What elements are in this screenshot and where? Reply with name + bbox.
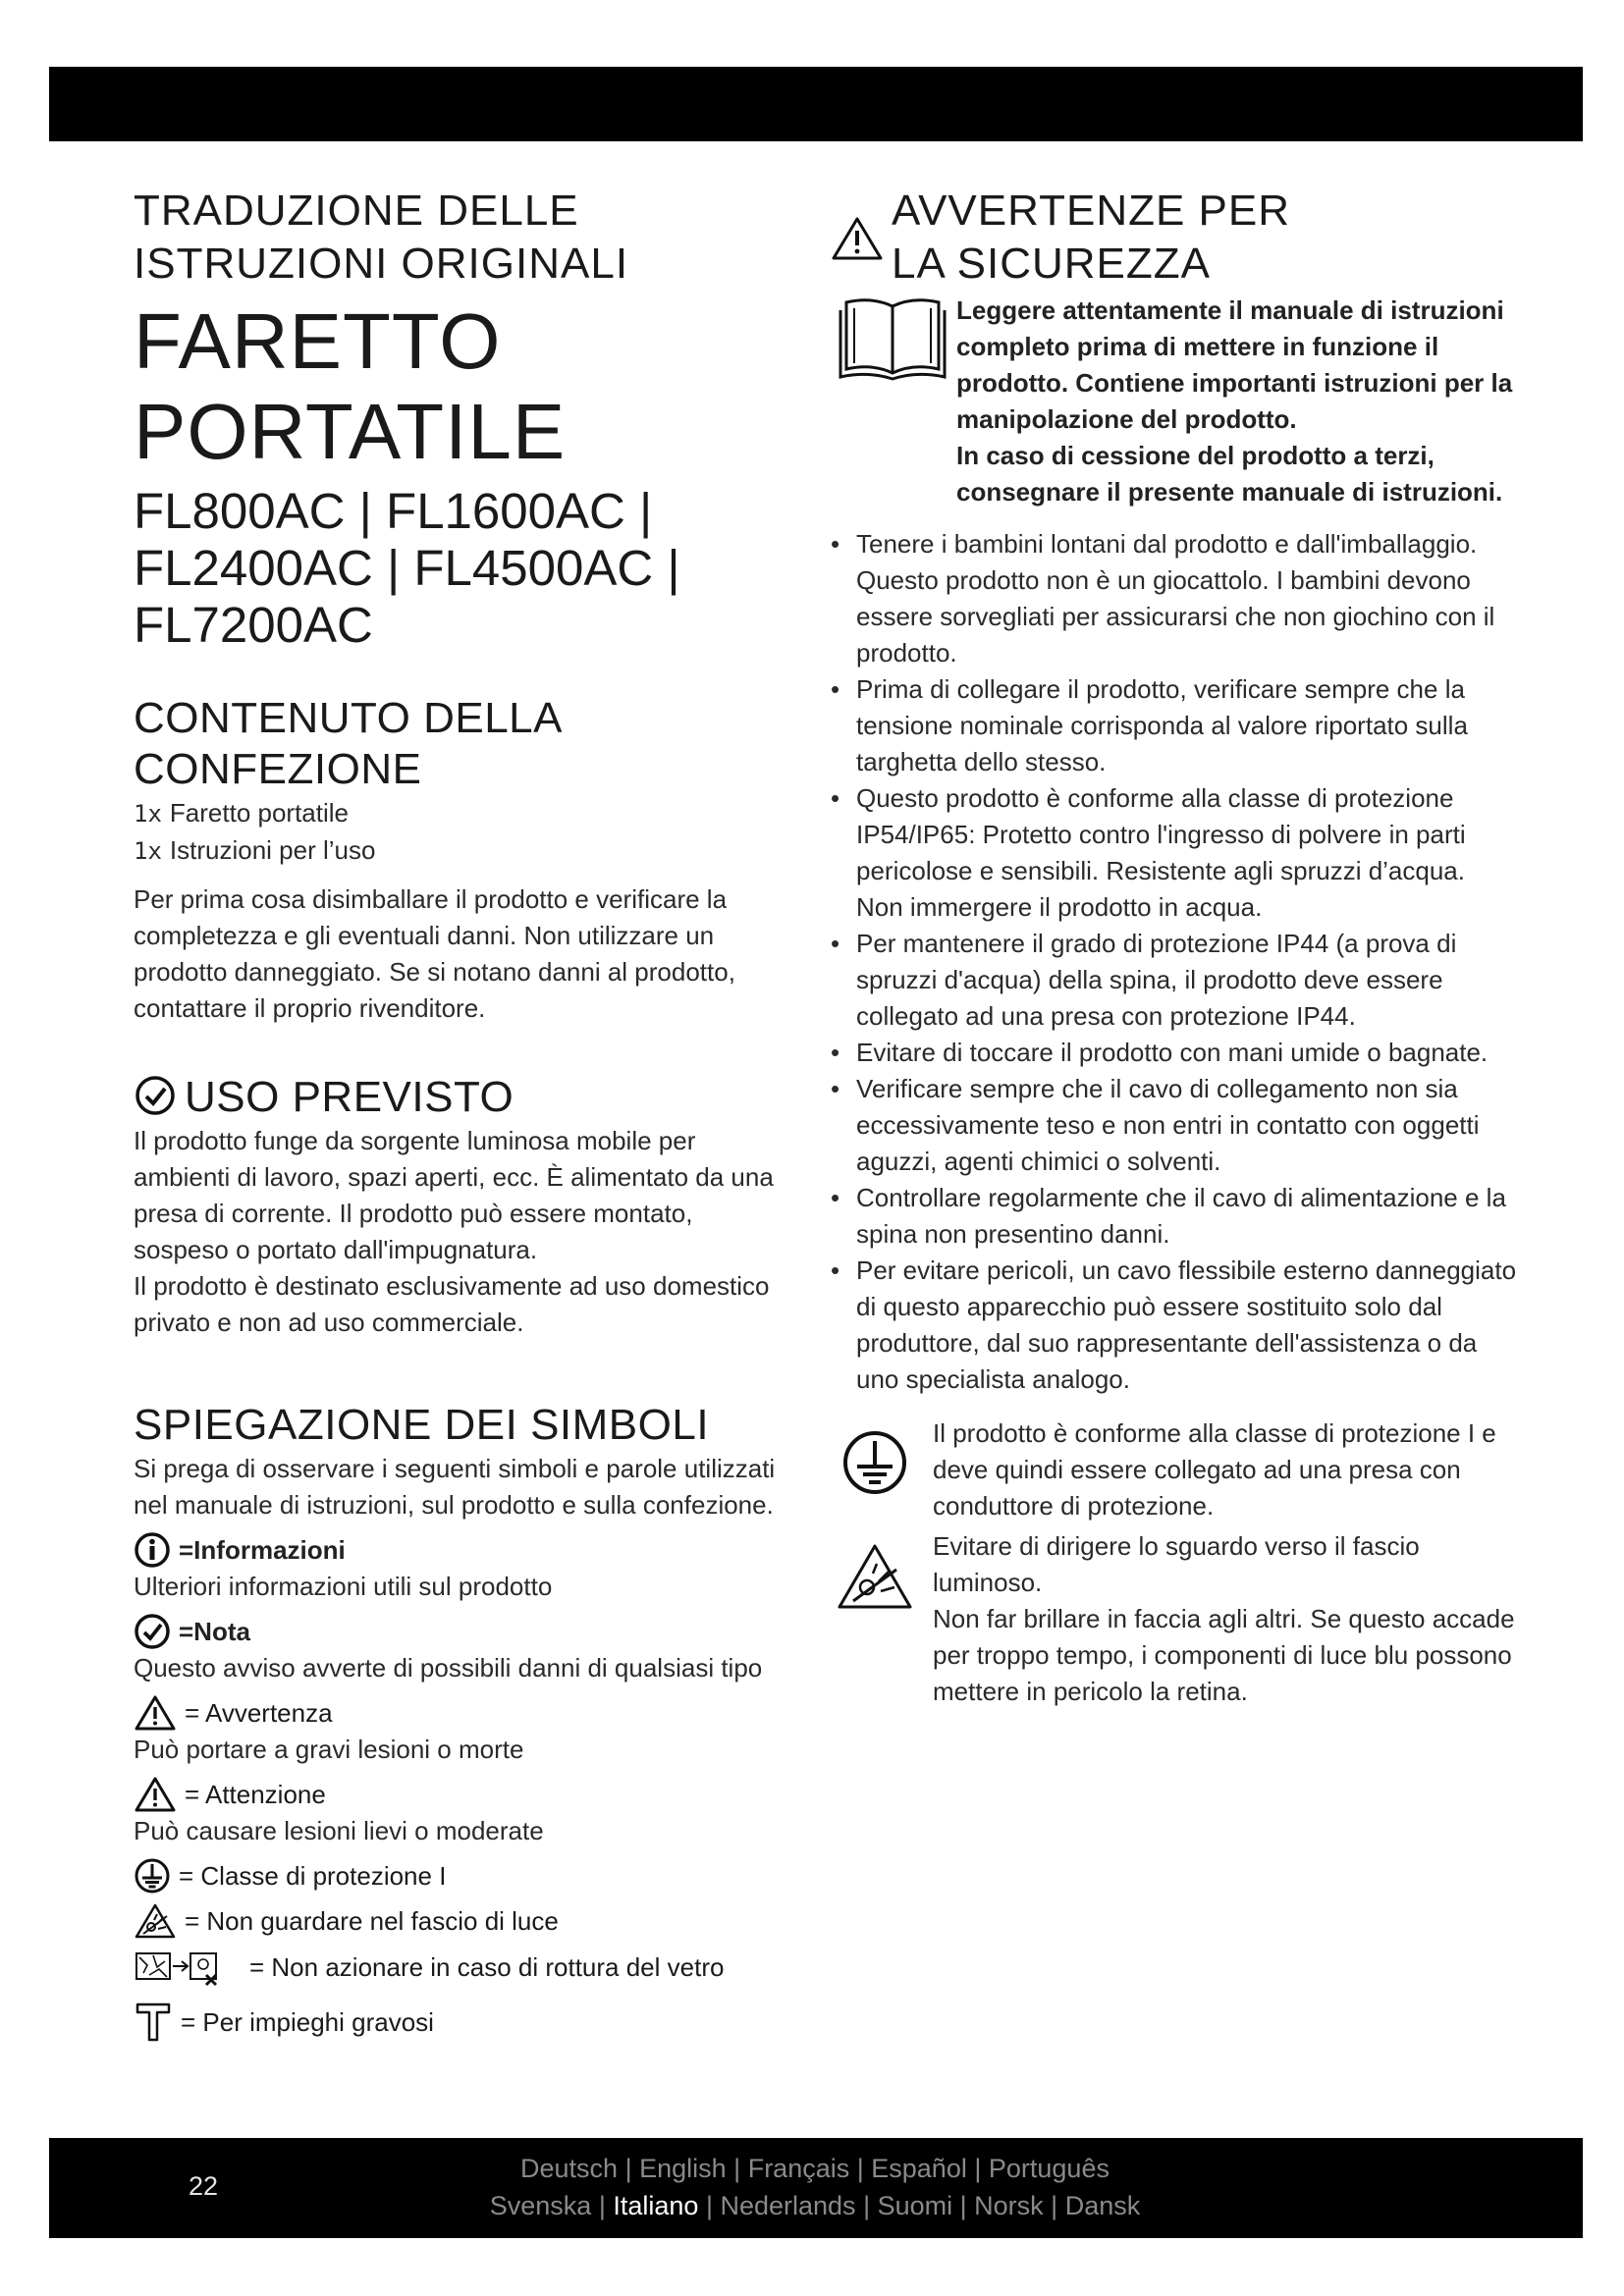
safety-header	[831, 185, 1518, 291]
caution-desc: Può causare lesioni lievi o moderate	[134, 1816, 544, 1845]
symbols-intro: Si prega di osservare i seguenti simboli e parole utilizzati nel manuale di istruzioni, sul prodotto e sulla confezione.	[134, 1454, 776, 1520]
separator: |	[726, 2154, 748, 2183]
model-list: FL800AC | FL1600AC | FL2400AC | FL4500AC | FL7200AC	[134, 483, 680, 653]
safety-bullets	[831, 526, 1518, 1398]
no-look-into-beam-icon	[831, 1528, 919, 1611]
separator: |	[591, 2191, 614, 2220]
read-manual-p2: In caso di cessione del prodotto a terzi, consegnare il presente manuale di istruzioni.	[956, 441, 1503, 507]
info-label: =Informazioni	[179, 1534, 346, 1565]
eye-p2: Non far brillare in faccia agli altri. Se questo accade per troppo tempo, i componenti di luce blu possono mettere in pericolo la retina.	[933, 1604, 1515, 1706]
lang-de[interactable]: Deutsch	[520, 2154, 619, 2183]
separator: |	[952, 2191, 975, 2220]
eye-p1: Evitare di dirigere lo sguardo verso il fascio luminoso.	[933, 1531, 1420, 1597]
lang-it[interactable]: Italiano	[613, 2191, 699, 2220]
safety-heading: AVVERTENZE PER LA SICUREZZA	[892, 187, 1291, 288]
item-label: Faretto portatile	[169, 798, 349, 828]
note-desc: Questo avviso avverte di possibili danni di qualsiasi tipo	[134, 1653, 763, 1682]
read-manual-icon	[839, 293, 947, 386]
list-item: • Prima di collegare il prodotto, verificare sempre che la tensione nominale corrisponda al valore riportato sulla targhetta dello stesso.	[831, 671, 1518, 780]
list-item: • Per mantenere il grado di protezione IP44 (a prova di spruzzi d'acqua) della spina, il prodotto deve essere collegato ad una presa con protezione IP44.	[831, 926, 1518, 1035]
read-manual-p1: Leggere attentamente il manuale di istruzioni completo prima di mettere in funzione il prodotto. Contiene importanti istruzioni per la manipolazione del prodotto.	[956, 295, 1513, 434]
symbol-class1	[134, 1857, 782, 1895]
no-look-into-beam-icon	[134, 1902, 177, 1940]
lang-fi[interactable]: Suomi	[877, 2191, 953, 2220]
warning-label: = Avvertenza	[185, 1697, 333, 1728]
header-bar	[49, 67, 1583, 141]
item-label: Istruzioni per l’uso	[169, 835, 376, 865]
symbol-no-eye	[134, 1902, 782, 1940]
heavy-duty-label: = Per impieghi gravosi	[181, 2006, 434, 2037]
symbol-info	[134, 1531, 782, 1569]
list-item: • Questo prodotto è conforme alla classe di protezione IP54/IP65: Protetto contro l'ingresso di polvere in parti pericolose e sensibili. Resistente agli spruzzi d’acqua. Non immergere il prodotto in acqua.	[831, 780, 1518, 926]
symbol-broken-glass	[134, 1948, 782, 1987]
contents-item	[134, 832, 782, 870]
page-number: 22	[189, 2171, 219, 2201]
class1-label: = Classe di protezione I	[179, 1860, 447, 1891]
list-item: • Controllare regolarmente che il cavo di alimentazione e la spina non presentino danni.	[831, 1180, 1518, 1253]
contents-heading: CONTENUTO DELLA CONFEZIONE	[134, 694, 561, 793]
broken-glass-label: = Non azionare in caso di rottura del vetro	[249, 1951, 725, 1982]
symbol-note	[134, 1613, 782, 1650]
separator: |	[698, 2191, 721, 2220]
item-qty: 1x	[134, 837, 162, 865]
eye-text	[933, 1528, 1518, 1710]
separator: |	[966, 2154, 989, 2183]
lang-sv[interactable]: Svenska	[489, 2191, 592, 2220]
info-icon	[134, 1531, 171, 1569]
right-column	[831, 185, 1518, 1710]
language-line-1	[422, 2150, 1208, 2187]
separator: |	[618, 2154, 640, 2183]
info-desc: Ulteriori informazioni utili sul prodotto	[134, 1572, 553, 1601]
warning-triangle-icon	[134, 1694, 177, 1732]
note-label: =Nota	[179, 1616, 250, 1646]
separator: |	[855, 2191, 878, 2220]
language-line-2	[422, 2187, 1208, 2224]
lang-pt[interactable]: Português	[988, 2154, 1110, 2183]
warning-triangle-icon	[831, 216, 884, 266]
lang-es[interactable]: Español	[871, 2154, 967, 2183]
intended-use-heading: USO PREVISTO	[185, 1073, 514, 1121]
lang-nl[interactable]: Nederlands	[720, 2191, 856, 2220]
check-circle-icon	[134, 1074, 177, 1122]
protective-earth-icon	[831, 1415, 919, 1496]
symbol-heavy-duty	[134, 2001, 782, 2044]
lang-da[interactable]: Dansk	[1064, 2191, 1141, 2220]
intended-use-p2: Il prodotto è destinato esclusivamente ad uso domestico privato e non ad uso commerciale.	[134, 1271, 770, 1337]
lang-no[interactable]: Norsk	[974, 2191, 1044, 2220]
language-nav	[422, 2150, 1208, 2224]
doc-title: FARETTO PORTATILE	[134, 297, 567, 475]
intended-use-text	[134, 1123, 782, 1341]
list-item: • Tenere i bambini lontani dal prodotto e dall'imballaggio. Questo prodotto non è un giocattolo. I bambini devono essere sorvegliati per assicurarsi che non giochino con il prodotto.	[831, 526, 1518, 671]
list-item: • Evitare di toccare il prodotto con mani umide o bagnate.	[831, 1035, 1518, 1071]
caution-label: = Attenzione	[185, 1779, 326, 1809]
contents-list	[134, 795, 782, 1027]
lang-en[interactable]: English	[639, 2154, 727, 2183]
read-manual-block	[831, 293, 1518, 510]
protective-earth-icon	[134, 1857, 171, 1895]
list-item: • Verificare sempre che il cavo di collegamento non sia eccessivamente teso e non entri in contatto con oggetti aguzzi, agenti chimici o solventi.	[831, 1071, 1518, 1180]
class1-block	[831, 1415, 1518, 1524]
class1-text: Il prodotto è conforme alla classe di protezione I e deve quindi essere collegato ad una presa con conduttore di protezione.	[933, 1418, 1496, 1521]
doc-subtitle: TRADUZIONE DELLE ISTRUZIONI ORIGINALI	[134, 187, 629, 288]
heavy-duty-icon	[134, 2001, 173, 2044]
separator: |	[1043, 2191, 1065, 2220]
broken-glass-icon	[134, 1948, 242, 1987]
eye-block	[831, 1528, 1518, 1710]
no-eye-label: = Non guardare nel fascio di luce	[185, 1905, 559, 1936]
lang-fr[interactable]: Français	[747, 2154, 850, 2183]
item-qty: 1x	[134, 800, 162, 828]
contents-item	[134, 795, 782, 832]
symbol-warning	[134, 1694, 782, 1732]
symbol-caution	[134, 1776, 782, 1813]
separator: |	[849, 2154, 872, 2183]
symbols-heading: SPIEGAZIONE DEI SIMBOLI	[134, 1401, 710, 1449]
left-column	[134, 185, 782, 2044]
warning-desc: Può portare a gravi lesioni o morte	[134, 1735, 524, 1764]
check-circle-icon	[134, 1613, 171, 1650]
caution-triangle-icon	[134, 1776, 177, 1813]
contents-paragraph: Per prima cosa disimballare il prodotto e verificare la completezza e gli eventuali danni. Non utilizzare un prodotto danneggiato. Se si notano danni al prodotto, contattare il proprio rivenditore.	[134, 884, 735, 1023]
list-item: • Per evitare pericoli, un cavo flessibile esterno danneggiato di questo apparecchio può essere sostituito solo dal produttore, dal suo rappresentante dell'assistenza o da uno specialista analogo.	[831, 1253, 1518, 1398]
read-manual-text	[956, 293, 1518, 510]
intended-use-p1: Il prodotto funge da sorgente luminosa mobile per ambienti di lavoro, spazi aperti, ecc. È alimentato da una presa di corrente. Il prodotto può essere montato, sospeso o portato dall'impugnatura.	[134, 1126, 774, 1264]
intended-use-header	[134, 1072, 782, 1123]
